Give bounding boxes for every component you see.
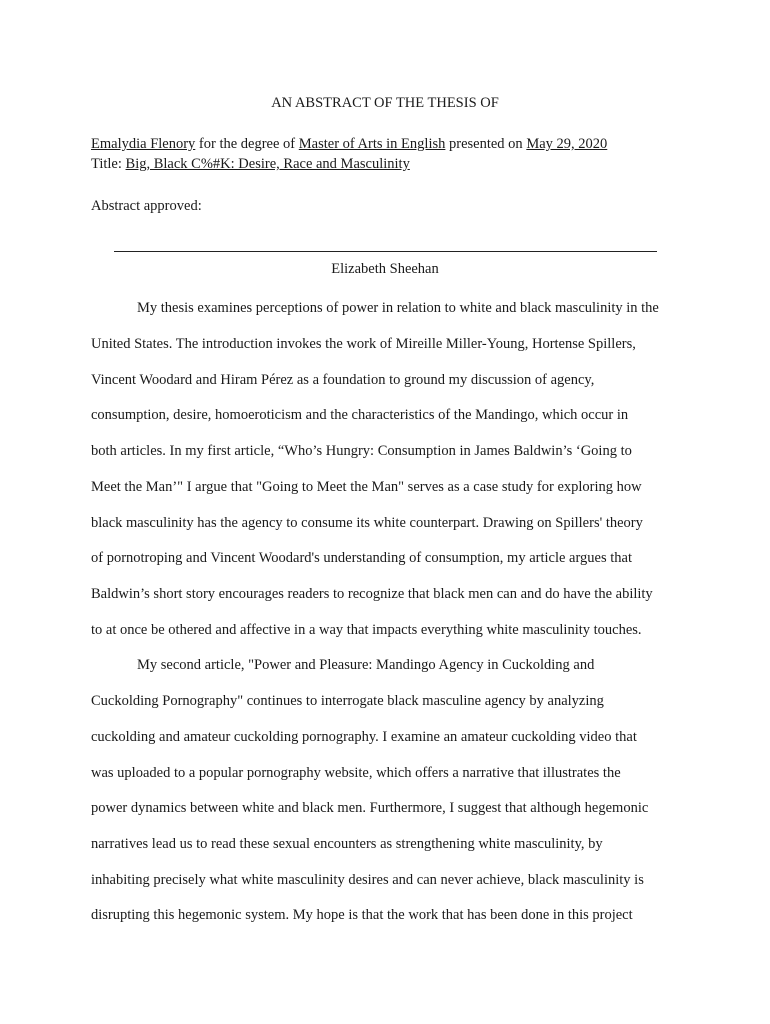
abstract-line: Baldwin’s short story encourages readers to recognize that black men can and do have the ability	[91, 586, 653, 602]
title-line	[91, 155, 410, 173]
advisor-name: Elizabeth Sheehan	[331, 261, 439, 277]
abstract-line: black masculinity has the agency to consume its white counterpart. Drawing on Spillers' theory	[91, 515, 643, 531]
abstract-approved-label: Abstract approved:	[91, 198, 202, 214]
abstract-line: consumption, desire, homoeroticism and the characteristics of the Mandingo, which occur in	[91, 407, 629, 423]
author-line-text-2: presented on	[445, 136, 527, 152]
abstract-line: both articles. In my first article, “Who’s Hungry: Consumption in James Baldwin’s ‘Going to	[91, 443, 632, 459]
abstract-line: of pornotroping and Vincent Woodard's understanding of consumption, my article argues that	[91, 550, 632, 566]
abstract-line: disrupting this hegemonic system. My hope is that the work that has been done in this project	[91, 907, 633, 923]
abstract-line: to at once be othered and affective in a way that impacts everything white masculinity touches.	[91, 622, 642, 638]
abstract-line: inhabiting precisely what white masculinity desires and can never achieve, black masculinity is	[91, 872, 644, 888]
abstract-line: My thesis examines perceptions of power in relation to white and black masculinity in the	[137, 300, 659, 316]
author-line	[91, 135, 607, 153]
thesis-title: Big, Black C%#K: Desire, Race and Masculinity	[125, 156, 410, 172]
author-name: Emalydia Flenory	[91, 136, 196, 152]
signature-line	[114, 251, 657, 252]
abstract-line: Vincent Woodard and Hiram Pérez as a foundation to ground my discussion of agency,	[91, 372, 595, 388]
abstract-line: My second article, "Power and Pleasure: Mandingo Agency in Cuckolding and	[137, 657, 595, 673]
title-label: Title:	[91, 156, 126, 172]
abstract-line: United States. The introduction invokes the work of Mireille Miller-Young, Hortense Spillers,	[91, 336, 636, 352]
abstract-line: was uploaded to a popular pornography website, which offers a narrative that illustrates the	[91, 765, 621, 781]
abstract-line: narratives lead us to read these sexual encounters as strengthening white masculinity, by	[91, 836, 603, 852]
abstract-line: cuckolding and amateur cuckolding pornography. I examine an amateur cuckolding video that	[91, 729, 637, 745]
presentation-date: May 29, 2020	[526, 136, 608, 152]
author-line-text-1: for the degree of	[195, 136, 299, 152]
degree-name: Master of Arts in English	[298, 136, 446, 152]
abstract-line: Meet the Man’" I argue that "Going to Meet the Man" serves as a case study for exploring how	[91, 479, 642, 495]
abstract-line: Cuckolding Pornography" continues to interrogate black masculine agency by analyzing	[91, 693, 604, 709]
abstract-line: power dynamics between white and black men. Furthermore, I suggest that although hegemonic	[91, 800, 649, 816]
abstract-heading: AN ABSTRACT OF THE THESIS OF	[271, 95, 499, 111]
